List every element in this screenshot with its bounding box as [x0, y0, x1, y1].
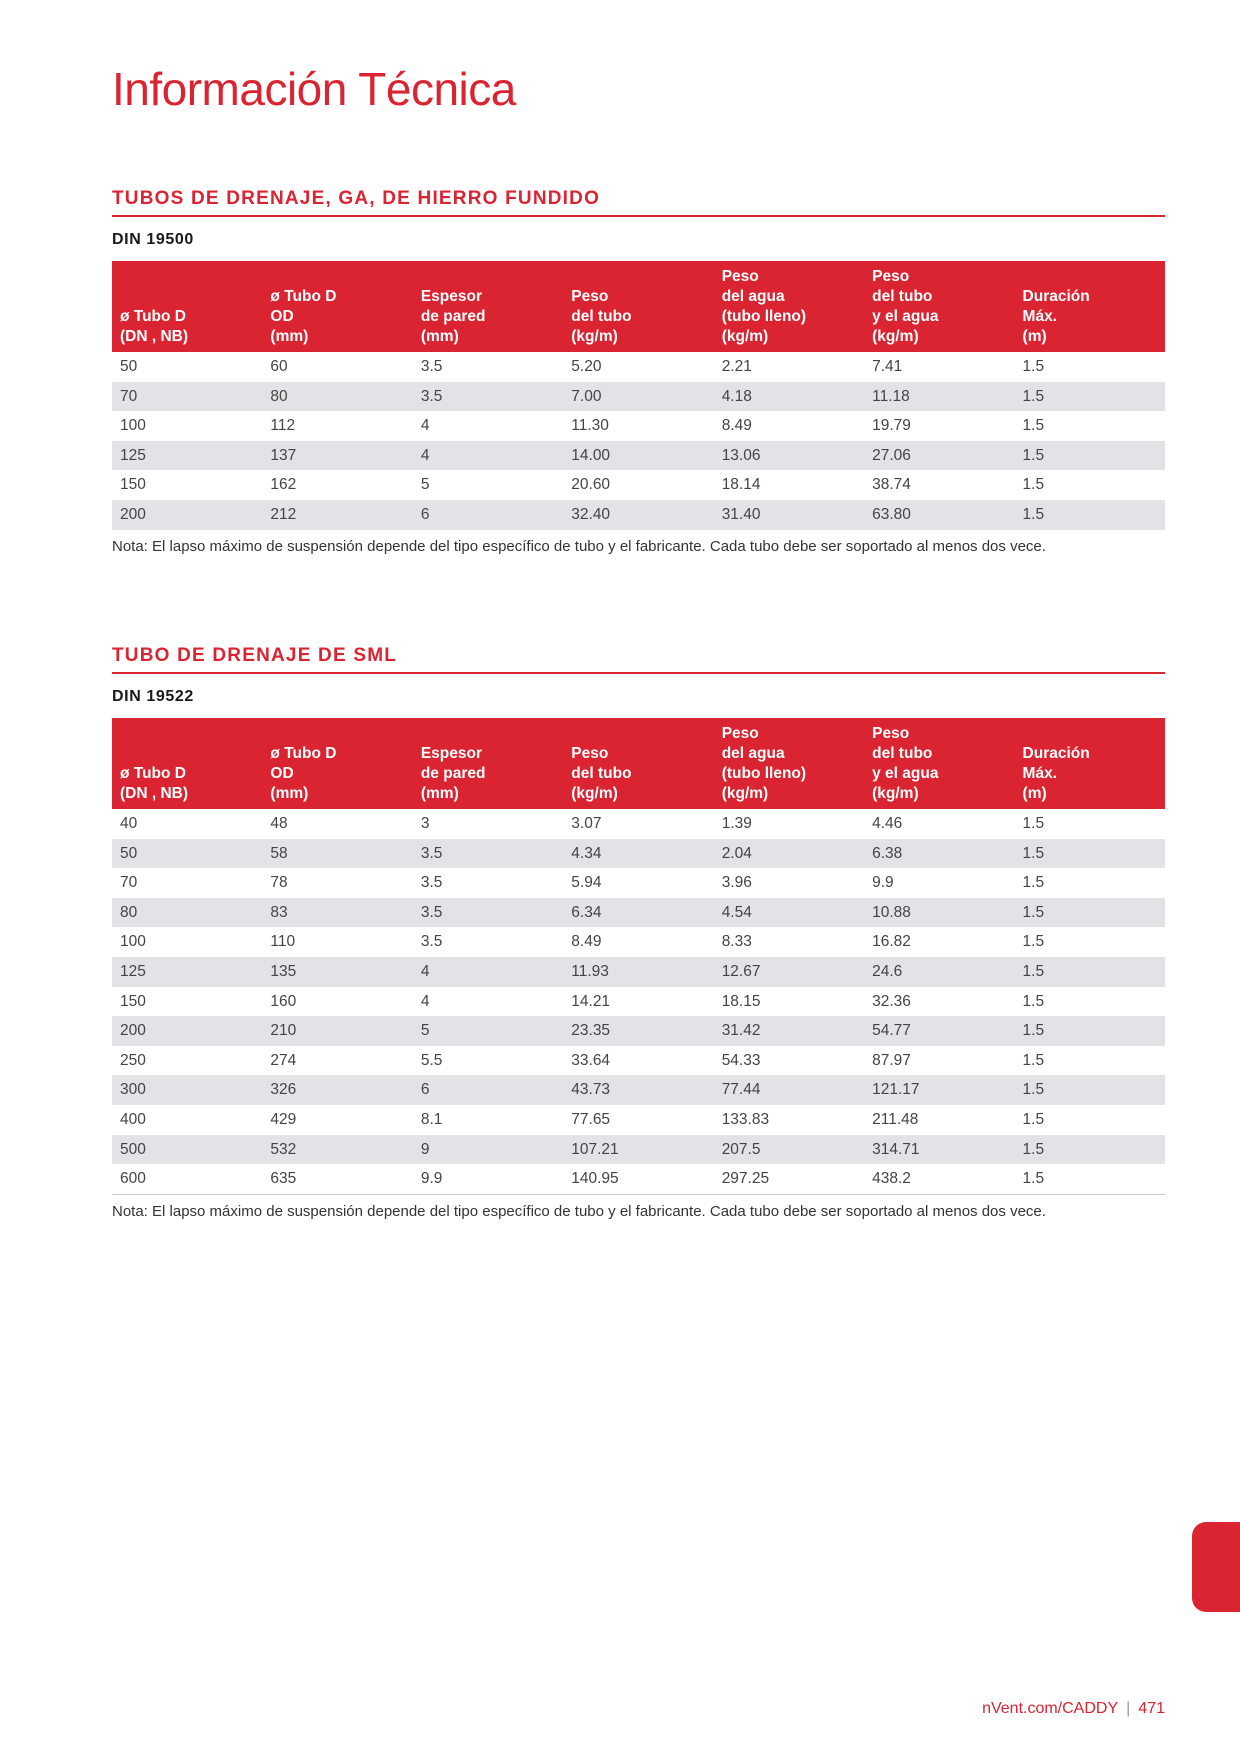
page-number: 471 [1138, 1700, 1165, 1717]
table-cell: 54.77 [864, 1016, 1014, 1046]
table-cell: 14.21 [571, 992, 611, 1010]
standard-label: DIN 19500 [112, 231, 194, 248]
table-cell: 38.74 [872, 476, 911, 494]
section-sml [112, 645, 1165, 1220]
table-cell: 1.5 [1015, 500, 1165, 530]
footer-separator: | [1126, 1700, 1131, 1717]
table-cell: 1.5 [1015, 382, 1165, 412]
table-cell: 4 [413, 957, 563, 987]
table-cell: 500 [112, 1135, 262, 1165]
table-cell: 3 [420, 815, 430, 832]
table-cell: 400 [120, 1110, 146, 1128]
header-line: de pared [420, 765, 486, 782]
column-header [413, 718, 563, 809]
table-cell: 3.5 [413, 382, 563, 412]
table-cell: 211.48 [872, 1110, 919, 1128]
table-cell: 150 [120, 992, 146, 1010]
table-cell: 1.5 [1015, 839, 1165, 869]
table-cell: 77.65 [571, 1110, 611, 1128]
table-row [112, 987, 1165, 1017]
table-row [112, 1105, 1165, 1135]
table-row [112, 382, 1165, 412]
table-cell: 1.5 [1015, 1075, 1165, 1105]
table-cell: 14.00 [563, 441, 713, 471]
table-cell: 11.93 [563, 957, 713, 987]
table-cell: 125 [112, 441, 262, 471]
table-cell: 274 [270, 1051, 297, 1069]
table-row [112, 868, 1165, 898]
table-cell: 1.5 [1022, 992, 1045, 1010]
table-cell: 19.79 [872, 417, 911, 435]
table-cell: 297.25 [714, 1164, 864, 1194]
section-heading: TUBOS DE DRENAJE, GA, DE HIERRO FUNDIDO [112, 188, 1165, 217]
table-cell: 3.96 [721, 874, 752, 892]
table-cell: 1.5 [1022, 476, 1045, 494]
header-row [112, 261, 1165, 352]
table-cell: 54.33 [721, 1051, 761, 1069]
header-line: (kg/m) [872, 785, 919, 802]
table-cell: 137 [262, 441, 412, 471]
column-header [714, 261, 864, 352]
table-cell: 1.5 [1022, 815, 1045, 832]
header-line: OD [270, 765, 294, 782]
table-cell: 50 [112, 839, 262, 869]
table-cell: 1.5 [1022, 874, 1045, 892]
table-cell: 133.83 [721, 1110, 770, 1128]
header-line: del tubo [571, 308, 632, 325]
table-cell: 87.97 [872, 1051, 911, 1069]
table-cell: 20.60 [571, 476, 611, 494]
header-line: Espesor [420, 288, 483, 305]
table-cell: 31.40 [714, 500, 864, 530]
table-cell: 5.5 [420, 1051, 443, 1069]
data-table [112, 718, 1165, 1195]
table-row [112, 470, 1165, 500]
table-cell: 4 [413, 441, 563, 471]
table-cell: 18.15 [721, 992, 761, 1010]
table-cell: 8.1 [420, 1110, 443, 1128]
table-cell: 9.9 [413, 1164, 563, 1194]
table-cell: 1.5 [1015, 898, 1165, 928]
table-cell: 1.5 [1015, 1164, 1165, 1194]
table-cell: 4 [420, 417, 430, 435]
table-cell: 33.64 [571, 1051, 611, 1069]
header-line: Máx. [1022, 765, 1057, 782]
table-cell: 300 [112, 1075, 262, 1105]
table-cell: 210 [262, 1016, 412, 1046]
table-cell: 100 [120, 933, 146, 951]
table-cell: 5.20 [571, 358, 602, 375]
table-cell: 125 [112, 957, 262, 987]
header-line: (tubo lleno) [721, 765, 807, 782]
table-cell: 32.40 [563, 500, 713, 530]
table-cell: 4.34 [563, 839, 713, 869]
chapter-tab [1192, 1522, 1240, 1612]
table-cell: 24.6 [864, 957, 1014, 987]
header-line: Máx. [1022, 308, 1057, 325]
table-cell: 48 [270, 815, 288, 832]
table-cell: 4 [420, 992, 430, 1010]
table-cell: 326 [262, 1075, 412, 1105]
table-row [112, 441, 1165, 471]
table-cell: 5 [413, 1016, 563, 1046]
header-line: del agua [721, 288, 785, 305]
table-cell: 9 [413, 1135, 563, 1165]
table-cell: 1.5 [1022, 417, 1045, 435]
table-cell: 635 [262, 1164, 412, 1194]
header-line: (DN , NB) [120, 328, 189, 345]
table-cell: 6 [413, 500, 563, 530]
table-cell: 13.06 [714, 441, 864, 471]
header-line: (mm) [420, 785, 459, 802]
table-row [112, 1164, 1165, 1194]
table-row [112, 957, 1165, 987]
header-line: (kg/m) [571, 328, 618, 345]
table-cell: 207.5 [714, 1135, 864, 1165]
table-cell: 32.36 [872, 992, 911, 1010]
header-line: del tubo [872, 288, 933, 305]
table-row [112, 927, 1165, 957]
table-row [112, 411, 1165, 441]
section-cast-iron [112, 188, 1165, 555]
header-line: ø Tubo D [270, 745, 337, 762]
header-line: del tubo [872, 745, 933, 762]
table-cell: 121.17 [864, 1075, 1014, 1105]
table-cell: 80 [262, 382, 412, 412]
table-cell: 1.5 [1022, 1110, 1045, 1128]
table-cell: 150 [120, 476, 146, 494]
table-body [112, 809, 1165, 1194]
header-line: Peso [872, 268, 910, 285]
column-header [1015, 718, 1165, 809]
table-cell: 429 [270, 1110, 297, 1128]
table-cell: 12.67 [714, 957, 864, 987]
column-header [262, 261, 412, 352]
table-cell: 140.95 [563, 1164, 713, 1194]
table-row [112, 1046, 1165, 1076]
table-note: Nota: El lapso máximo de suspensión depende del tipo específico de tubo y el fabricante. Cada tubo debe ser soportado al menos dos vece. [112, 1202, 1046, 1220]
table-cell: 1.5 [1015, 1016, 1165, 1046]
column-header [262, 718, 412, 809]
table-cell: 107.21 [563, 1135, 713, 1165]
footer [982, 1700, 1165, 1718]
data-table [112, 261, 1165, 530]
table-cell: 4.46 [872, 815, 903, 832]
table-cell: 58 [262, 839, 412, 869]
header-line: ø Tubo D [120, 765, 186, 782]
table-cell: 18.14 [721, 476, 761, 494]
table-cell: 60 [270, 358, 288, 375]
table-cell: 5.94 [571, 874, 602, 892]
table-cell: 70 [112, 382, 262, 412]
table-cell: 78 [270, 874, 288, 892]
table-cell: 3.5 [420, 933, 443, 951]
table-cell: 1.5 [1015, 1135, 1165, 1165]
table-cell: 3.07 [571, 815, 602, 832]
header-line: ø Tubo D [270, 288, 337, 305]
header-line: del agua [721, 745, 785, 762]
column-header [563, 261, 713, 352]
table-cell: 3.5 [413, 839, 563, 869]
table-cell: 83 [262, 898, 412, 928]
table-cell: 8.49 [571, 933, 602, 951]
table-cell: 6.34 [563, 898, 713, 928]
table-row [112, 500, 1165, 530]
table-cell: 80 [112, 898, 262, 928]
table-row [112, 1016, 1165, 1046]
table-cell: 160 [270, 992, 297, 1010]
column-header [563, 718, 713, 809]
table-cell: 135 [262, 957, 412, 987]
table-cell: 6 [413, 1075, 563, 1105]
header-line: (mm) [270, 328, 309, 345]
table-cell: 600 [112, 1164, 262, 1194]
table-cell: 4.54 [714, 898, 864, 928]
table-cell: 162 [270, 476, 297, 494]
column-header [413, 261, 563, 352]
table-cell: 23.35 [563, 1016, 713, 1046]
table-cell: 8.49 [721, 417, 752, 435]
table-row [112, 1075, 1165, 1105]
standard-label: DIN 19522 [112, 688, 194, 705]
footer-site[interactable]: nVent.com/CADDY [982, 1700, 1119, 1717]
table-cell: 1.5 [1022, 358, 1045, 375]
table-cell: 6.38 [864, 839, 1014, 869]
table-cell: 31.42 [714, 1016, 864, 1046]
table-cell: 10.88 [864, 898, 1014, 928]
table-cell: 112 [270, 417, 296, 435]
table-cell: 314.71 [864, 1135, 1014, 1165]
table-cell: 212 [262, 500, 412, 530]
table-cell: 200 [112, 1016, 262, 1046]
table-cell: 50 [120, 358, 138, 375]
header-line: Duración [1022, 288, 1090, 305]
table-cell: 1.5 [1022, 1051, 1045, 1069]
header-line: (kg/m) [872, 328, 919, 345]
table-cell: 438.2 [864, 1164, 1014, 1194]
page-title: Información Técnica [112, 63, 516, 115]
table-cell: 1.39 [721, 815, 752, 832]
header-line: (tubo lleno) [721, 308, 807, 325]
table-row [112, 1135, 1165, 1165]
header-line: Duración [1022, 745, 1090, 762]
header-line: y el agua [872, 308, 939, 325]
table-cell: 5 [420, 476, 430, 494]
table-cell: 4.18 [714, 382, 864, 412]
header-line: Peso [721, 268, 759, 285]
table-cell: 9.9 [872, 874, 894, 892]
table-row [112, 352, 1165, 382]
header-line: y el agua [872, 765, 939, 782]
header-line: Espesor [420, 745, 483, 762]
table-cell: 63.80 [864, 500, 1014, 530]
table-cell: 2.04 [714, 839, 864, 869]
table-cell: 1.5 [1022, 933, 1045, 951]
table-cell: 43.73 [563, 1075, 713, 1105]
table-cell: 110 [270, 933, 296, 951]
header-line: (kg/m) [721, 785, 769, 802]
table-cell: 3.5 [413, 898, 563, 928]
column-header [864, 718, 1014, 809]
table-cell: 3.5 [420, 874, 443, 892]
table-cell: 16.82 [872, 933, 911, 951]
table-row [112, 809, 1165, 839]
column-header [714, 718, 864, 809]
table-cell: 11.30 [571, 417, 609, 435]
table-row [112, 839, 1165, 869]
header-line: OD [270, 308, 294, 325]
header-line: (m) [1022, 785, 1047, 802]
table-note: Nota: El lapso máximo de suspensión depende del tipo específico de tubo y el fabricante. Cada tubo debe ser soportado al menos dos vece. [112, 537, 1046, 555]
table-cell: 2.21 [721, 358, 752, 375]
header-row [112, 718, 1165, 809]
table-cell: 77.44 [714, 1075, 864, 1105]
table-cell: 532 [262, 1135, 412, 1165]
table-cell: 7.41 [872, 358, 903, 375]
table-row [112, 898, 1165, 928]
table-cell: 40 [120, 815, 138, 832]
table-cell: 70 [120, 874, 138, 892]
column-header [1015, 261, 1165, 352]
header-line: (mm) [420, 328, 459, 345]
header-line: (kg/m) [571, 785, 618, 802]
table-body [112, 352, 1165, 530]
header-line: Peso [571, 288, 609, 305]
header-line: Peso [571, 745, 609, 762]
header-line: Peso [721, 725, 759, 742]
header-line: (mm) [270, 785, 309, 802]
table-cell: 100 [120, 417, 146, 435]
table-cell: 200 [112, 500, 262, 530]
table-cell: 27.06 [864, 441, 1014, 471]
table-cell: 3.5 [420, 358, 443, 375]
table-cell: 250 [120, 1051, 146, 1069]
header-line: del tubo [571, 765, 632, 782]
table-cell: 8.33 [721, 933, 752, 951]
table-cell: 1.5 [1015, 957, 1165, 987]
header-line: (DN , NB) [120, 785, 189, 802]
header-line: (m) [1022, 328, 1047, 345]
header-line: ø Tubo D [120, 308, 186, 325]
table-cell: 7.00 [563, 382, 713, 412]
section-heading: TUBO DE DRENAJE DE SML [112, 645, 1165, 674]
table-cell: 1.5 [1015, 441, 1165, 471]
column-header [864, 261, 1014, 352]
column-header [112, 718, 262, 809]
column-header [112, 261, 262, 352]
header-line: de pared [420, 308, 486, 325]
header-line: Peso [872, 725, 910, 742]
header-line: (kg/m) [721, 328, 769, 345]
table-cell: 11.18 [864, 382, 1014, 412]
